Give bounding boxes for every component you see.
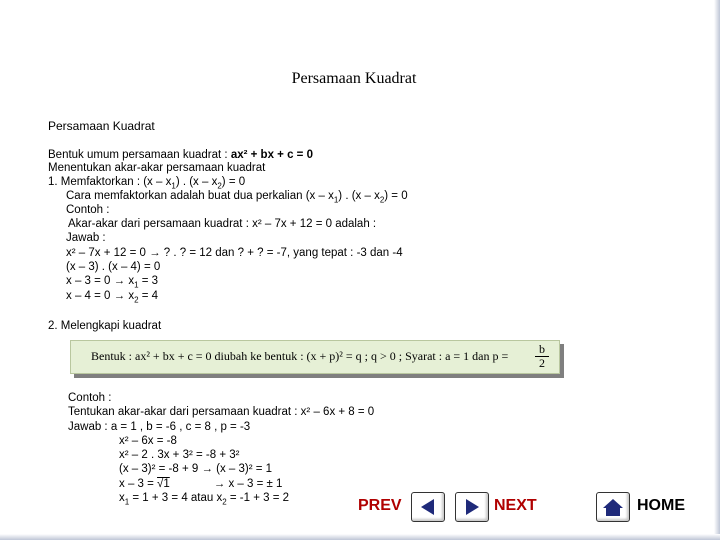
slide-edge-right <box>714 0 720 540</box>
next-button[interactable] <box>455 492 489 522</box>
text-line-general-form: Bentuk umum persamaan kuadrat : ax² + bx + c = 0 <box>48 149 313 161</box>
home-button[interactable] <box>596 492 630 522</box>
text-line-example2-answer: Jawab : a = 1 , b = -6 , c = 8 , p = -3 <box>68 421 251 433</box>
home-label[interactable]: HOME <box>637 497 685 514</box>
fraction-b-over-2 <box>535 343 549 370</box>
prev-label[interactable]: PREV <box>358 497 402 514</box>
fraction-numerator: b <box>535 343 549 357</box>
section-title: Persamaan Kuadrat <box>48 119 155 133</box>
slide-edge-bottom <box>0 534 720 540</box>
fraction-denominator: 2 <box>539 356 545 370</box>
text-line-example2-label: Contoh : <box>68 392 112 404</box>
text-line-answer-step1: x² – 7x + 12 = 0 → ? . ? = 12 dan ? + ? = -7, yang tepat : -3 dan -4 <box>66 247 403 259</box>
text-line-factoring-method: Cara memfaktorkan adalah buat dua perkalian $(x - x_1)$ . $(x - x_2) = 0$ <box>66 190 408 205</box>
text-line-example2-step3: (x – 3)² = -8 + 9 → (x – 3)² = 1 <box>119 463 273 475</box>
text-line-completing-square: 2. Melengkapi kuadrat <box>48 320 162 332</box>
text-line-answer-step2: (x – 3) . (x – 4) = 0 <box>66 261 161 273</box>
text-line-example2-question: Tentukan akar-akar dari persamaan kuadrat : x² – 6x + 8 = 0 <box>68 406 375 418</box>
text-line-example2-step5: $x_1 = 1 + 3 = 4$ atau $x_2 = -1 + 3 = 2$ <box>119 492 290 507</box>
formula-box-text: Bentuk : ax² + bx + c = 0 diubah ke bentuk : (x + p)² = q ; q > 0 ; Syarat : a = 1 dan p = <box>91 349 509 363</box>
prev-button[interactable] <box>411 492 445 522</box>
triangle-right-icon <box>462 497 482 517</box>
text-line-answer-step4: $x - 4 = 0 \to x_2 = 4$ <box>66 290 159 305</box>
triangle-left-icon <box>418 497 438 517</box>
page-title: Persamaan Kuadrat <box>291 70 417 87</box>
text-line-answer-step3: $x - 3 = 0 \to x_1 = 3$ <box>66 275 159 290</box>
text-line-example2-step1: x² – 6x = -8 <box>119 435 177 447</box>
next-label[interactable]: NEXT <box>494 497 537 514</box>
text-line-example-label: Contoh : <box>66 204 110 216</box>
text-line-answer-label: Jawab : <box>66 232 106 244</box>
formula-box <box>70 340 560 374</box>
house-icon <box>602 497 624 517</box>
text-line-example2-step2: x² – 2 . 3x + 3² = -8 + 3² <box>119 449 240 461</box>
text-line-example-question: Akar-akar dari persamaan kuadrat : x² – 7x + 12 = 0 adalah : <box>68 218 377 230</box>
text-line-example2-step4: x – 3 = √1 → x – 3 = ± 1 <box>119 478 283 490</box>
text-line-intro: Menentukan akar-akar persamaan kuadrat <box>48 162 266 174</box>
text-line-factoring: 1. Memfaktorkan : $(x - x_1)$ . $(x - x_2) = 0$ <box>48 176 246 191</box>
